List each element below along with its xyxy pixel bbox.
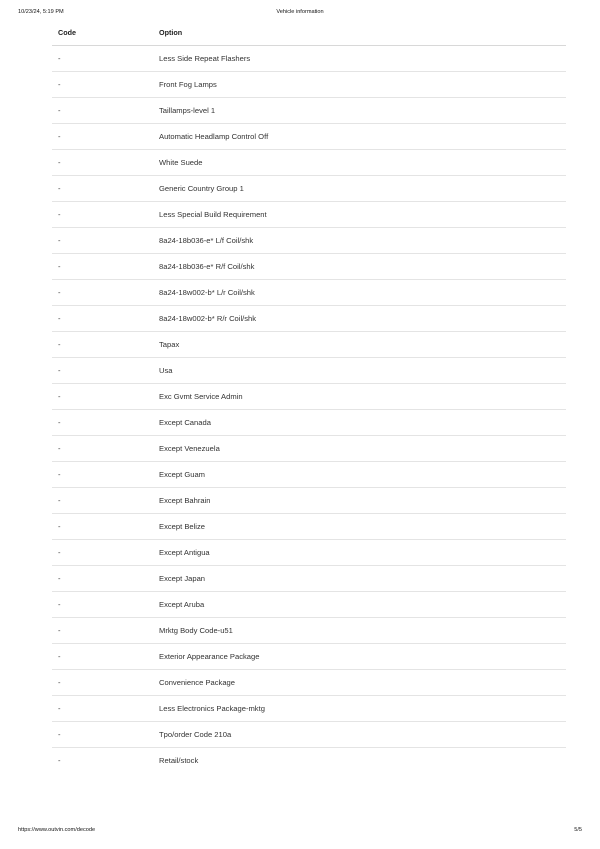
option-name-cell: Convenience Package [159, 670, 566, 696]
option-code-cell: - [52, 150, 159, 176]
option-name-cell: Tpo/order Code 210a [159, 722, 566, 748]
option-name-cell: Except Venezuela [159, 436, 566, 462]
option-name-cell: Except Japan [159, 566, 566, 592]
option-code-cell: - [52, 72, 159, 98]
option-name-cell: 8a24-18w002-b* R/r Coil/shk [159, 306, 566, 332]
option-code-cell: - [52, 592, 159, 618]
print-header [18, 9, 582, 19]
option-name-cell: Front Fog Lamps [159, 72, 566, 98]
table-row [52, 384, 566, 410]
print-source-url: https://www.outvin.com/decode [18, 827, 96, 833]
option-name-cell: Exc Gvmt Service Admin [159, 384, 566, 410]
table-row [52, 644, 566, 670]
table-row [52, 332, 566, 358]
option-name-cell: Except Aruba [159, 592, 566, 618]
option-name-cell: 8a24-18w002-b* L/r Coil/shk [159, 280, 566, 306]
table-row [52, 124, 566, 150]
table-row [52, 410, 566, 436]
option-name-cell: Less Side Repeat Flashers [159, 46, 566, 72]
option-code-cell: - [58, 756, 61, 765]
page-indicator: 5/5 [574, 827, 582, 833]
option-name-cell: Less Electronics Package-mktg [159, 696, 566, 722]
table-row [52, 462, 566, 488]
table-row [52, 514, 566, 540]
column-header-option: Option [159, 20, 566, 46]
option-code-cell: - [52, 644, 159, 670]
option-code-cell: - [52, 514, 159, 540]
option-code-cell: - [52, 462, 159, 488]
option-code-cell: - [52, 254, 159, 280]
table-row [52, 150, 566, 176]
option-name-cell: Exterior Appearance Package [159, 644, 566, 670]
table-row [52, 618, 566, 644]
option-name-cell: Except Guam [159, 462, 566, 488]
option-name-cell: Except Antigua [159, 540, 566, 566]
option-code-cell: - [52, 670, 159, 696]
table-row [52, 540, 566, 566]
option-name-cell: Except Canada [159, 410, 566, 436]
option-name-cell: Less Special Build Requirement [159, 202, 566, 228]
vehicle-options-table [52, 20, 566, 773]
option-name-cell: White Suede [159, 150, 566, 176]
option-name-cell: Except Belize [159, 514, 566, 540]
option-code-cell: - [52, 332, 159, 358]
option-name-cell: Mrktg Body Code-u51 [159, 618, 566, 644]
option-code-cell: - [52, 98, 159, 124]
table-row [52, 228, 566, 254]
table-row [52, 176, 566, 202]
option-code-cell: - [52, 228, 159, 254]
option-code-cell: - [52, 358, 159, 384]
table-row [52, 592, 566, 618]
option-code-cell: - [52, 436, 159, 462]
option-name-cell: Retail/stock [159, 756, 199, 765]
option-name-cell: Generic Country Group 1 [159, 176, 566, 202]
print-footer [18, 827, 582, 837]
table-row [52, 280, 566, 306]
option-name-cell: Taillamps-level 1 [159, 98, 566, 124]
table-body [52, 46, 566, 774]
option-code-cell: - [52, 280, 159, 306]
option-code-cell: - [52, 696, 159, 722]
table-row [52, 358, 566, 384]
column-header-code: Code [52, 20, 159, 46]
table-row [52, 436, 566, 462]
option-code-cell: - [52, 618, 159, 644]
option-code-cell: - [52, 410, 159, 436]
option-code-cell: - [52, 488, 159, 514]
option-name-cell: Automatic Headlamp Control Off [159, 124, 566, 150]
table-header-row [52, 20, 566, 46]
table-row [52, 566, 566, 592]
option-code-cell: - [52, 540, 159, 566]
option-code-cell: - [52, 306, 159, 332]
print-datetime: 10/23/24, 5:19 PM [18, 9, 64, 15]
option-code-cell: - [52, 124, 159, 150]
option-code-cell: - [52, 202, 159, 228]
table-row [52, 72, 566, 98]
table-row [52, 670, 566, 696]
table-header [52, 20, 566, 46]
option-code-cell: - [52, 384, 159, 410]
option-code-cell: - [52, 566, 159, 592]
option-name-cell: 8a24-18b036-e* R/f Coil/shk [159, 254, 566, 280]
table-row [52, 748, 566, 774]
option-name-cell: Tapax [159, 332, 566, 358]
option-code-cell: - [52, 722, 159, 748]
option-code-cell: - [52, 176, 159, 202]
table-row [52, 46, 566, 72]
print-page-title: Vehicle information [276, 9, 324, 15]
table-row [52, 202, 566, 228]
table-row [52, 306, 566, 332]
option-name-cell: 8a24-18b036-e* L/f Coil/shk [159, 228, 566, 254]
table-row [52, 696, 566, 722]
table-row [52, 488, 566, 514]
table-row [52, 98, 566, 124]
table-row [52, 722, 566, 748]
option-name-cell: Except Bahrain [159, 488, 566, 514]
option-name-cell: Usa [159, 358, 566, 384]
table-row [52, 254, 566, 280]
option-code-cell: - [52, 46, 159, 72]
